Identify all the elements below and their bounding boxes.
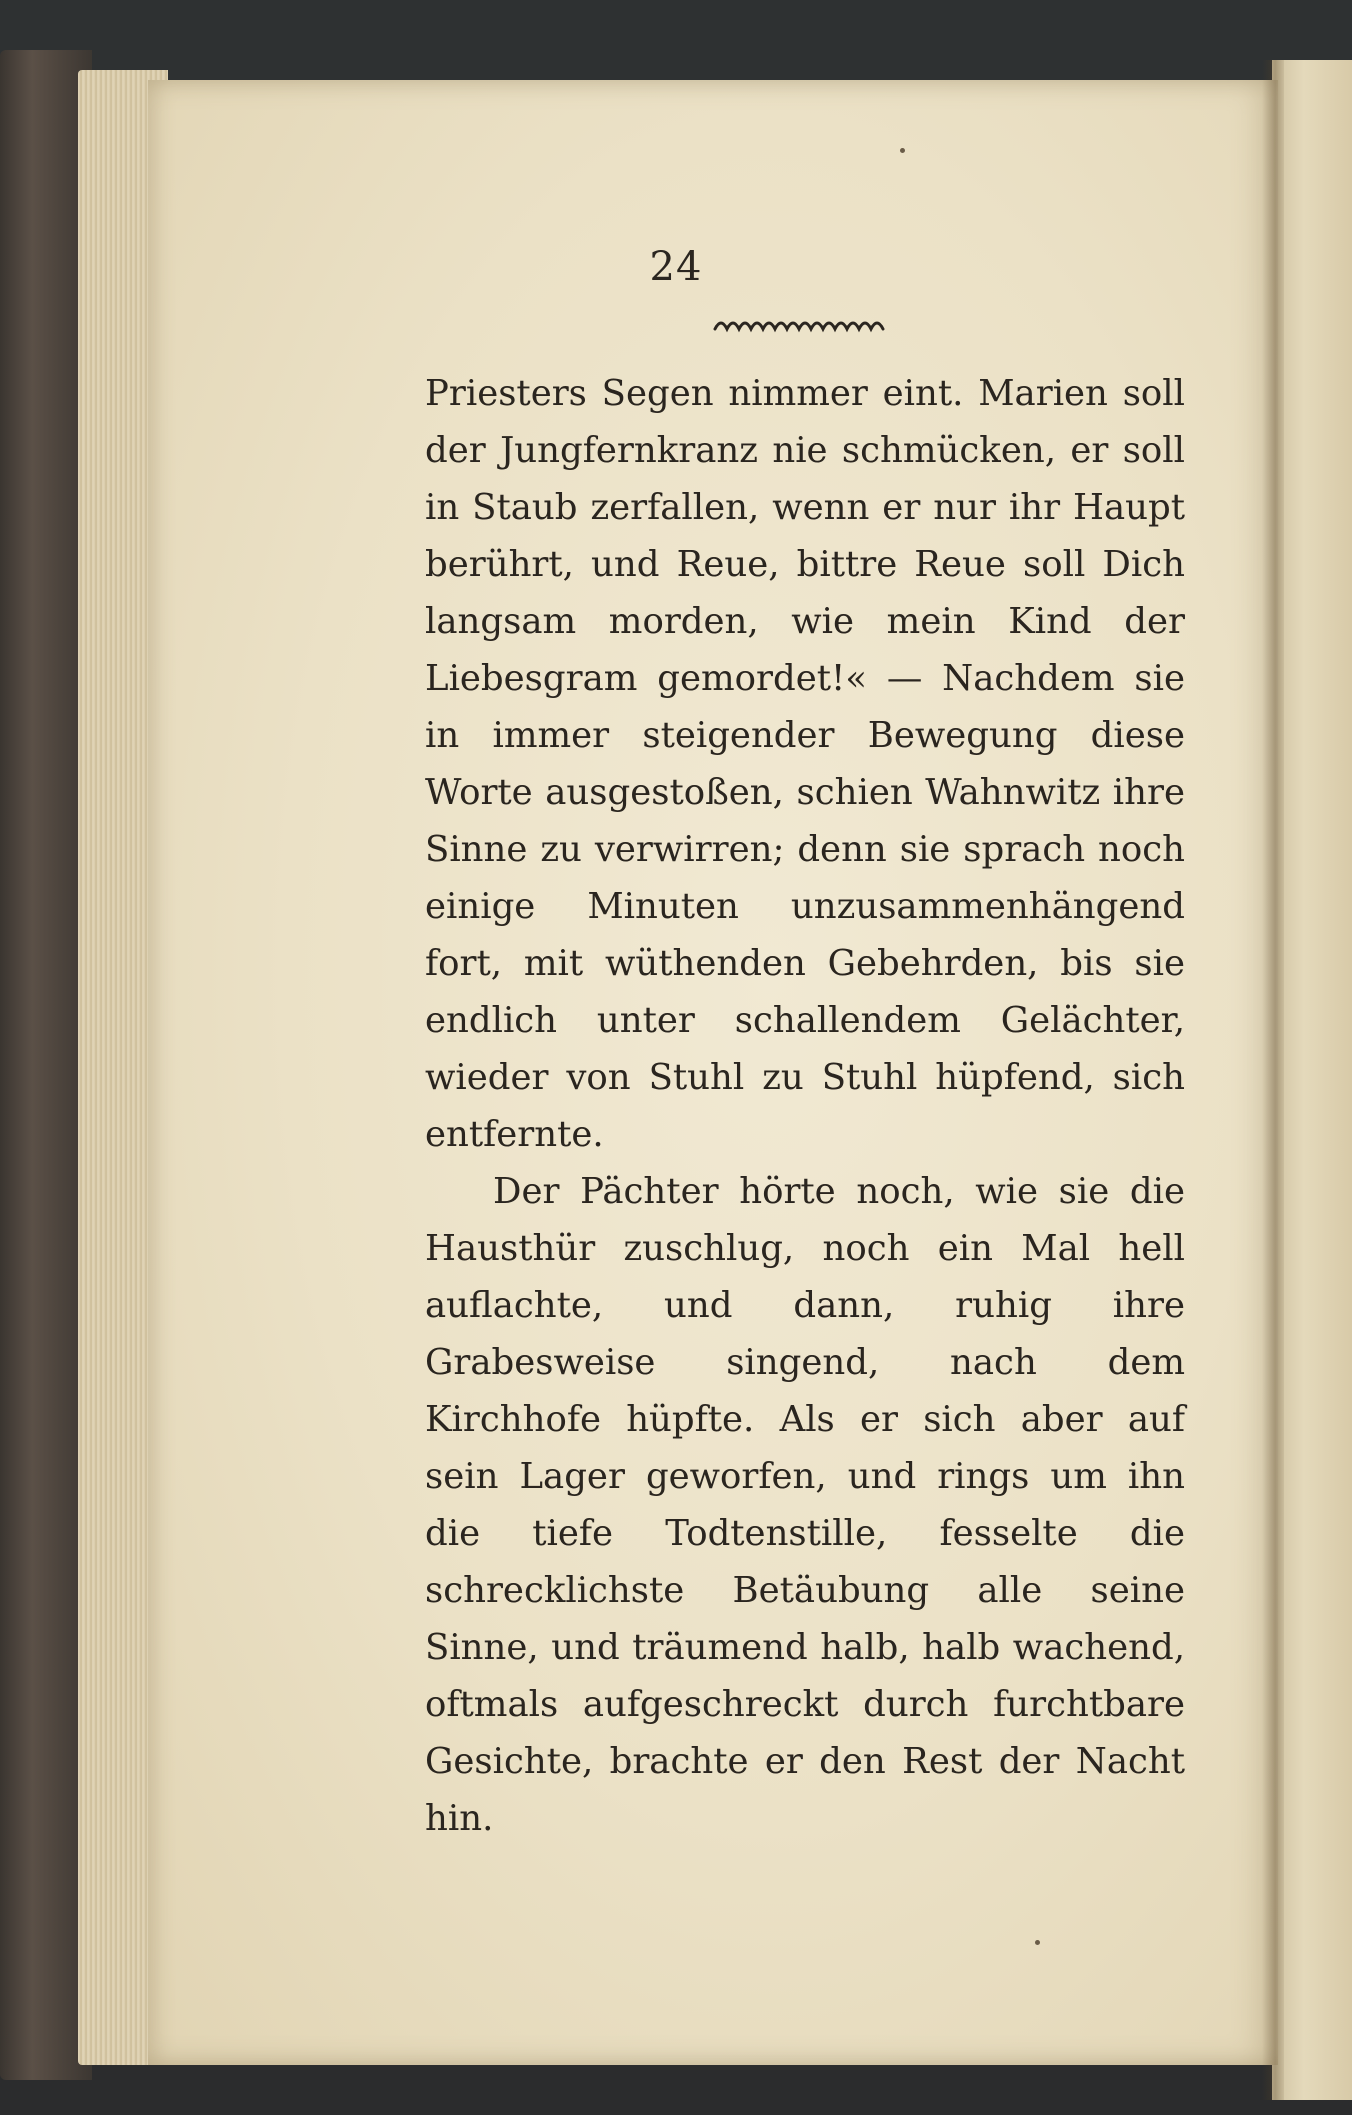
- paper-speck: [900, 148, 905, 153]
- paragraph-1: Priesters Segen nimmer eint. Marien soll der Jungfernkranz nie schmücken, er soll in Staub zerfallen, wenn er nur ihr Haupt berührt, und Reue, bittre Reue soll Dich langsam morden, wie mein Kind der Liebesgram gemordet!« — Nachdem sie in immer steigender Bewegung diese Worte ausgestoßen, schien Wahnwitz ihre Sinne zu verwirren; denn sie sprach noch einige Minuten unzusammenhängend fort, mit wüthenden Gebehrden, bis sie endlich unter schallendem Gelächter, wieder von Stuhl zu Stuhl hüpfend, sich entfernte.: [425, 373, 1185, 1155]
- page-number: 24: [649, 244, 703, 290]
- gutter-shadow: [1262, 60, 1284, 2100]
- ornament-svg: [713, 313, 889, 335]
- body-text: [425, 365, 1185, 1847]
- next-page-leaf: [1272, 60, 1352, 2100]
- paragraph-2: Der Pächter hörte noch, wie sie die Hausthür zuschlug, noch ein Mal hell auflachte, und dann, ruhig ihre Grabesweise singend, nach dem Kirchhofe hüpfte. Als er sich aber auf sein Lager geworfen, und rings um ihn die tiefe Todtenstille, fesselte die schrecklichste Betäubung alle seine Sinne, und träumend halb, halb wachend, oftmals aufgeschreckt durch furchtbare Gesichte, brachte er den Rest der Nacht hin.: [425, 1171, 1185, 1839]
- wavy-rule-ornament-icon: [713, 313, 889, 335]
- paper-speck: [1035, 1940, 1040, 1945]
